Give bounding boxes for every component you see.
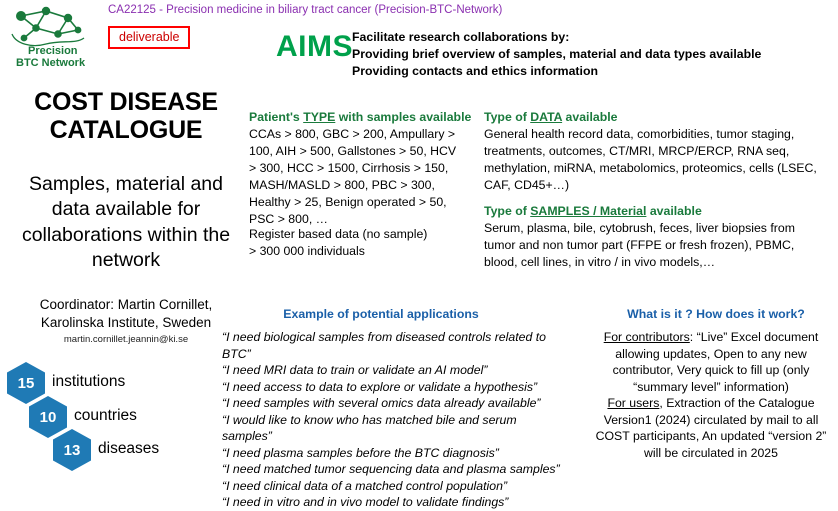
- users-label: For users: [607, 396, 660, 411]
- samples-type-body: Serum, plasma, bile, cytobrush, feces, liver biopsies from tumor and non tumor part (FFPE or fresh frozen), PBMC, blood, cell lines, in vitro / in vivo models,…: [484, 221, 795, 269]
- users-paragraph: [586, 395, 836, 461]
- logo-line2: BTC Network: [16, 57, 86, 69]
- how-it-works-heading: What is it ? How does it work?: [627, 307, 805, 321]
- contributors-paragraph: [586, 329, 836, 395]
- project-title: CA22125 - Precision medicine in biliary tract cancer (Precision-BTC-Network): [108, 4, 503, 16]
- stat-diseases: [52, 428, 160, 472]
- stat-label: countries: [74, 407, 137, 424]
- register-line-2: > 300 000 individuals: [249, 243, 365, 258]
- examples-heading: Example of potential applications: [283, 307, 479, 321]
- aims-text-block: [352, 29, 822, 80]
- stat-label: diseases: [98, 440, 160, 457]
- data-type-heading: [484, 110, 617, 124]
- patient-type-heading: [249, 110, 471, 124]
- aims-line-1: Facilitate research collaborations by:: [352, 30, 570, 44]
- patient-type-heading-post: with samples available: [335, 110, 472, 124]
- patient-type-heading-pre: Patient's: [249, 110, 304, 124]
- list-item: “I would like to know who has matched bile and serum samples”: [222, 412, 517, 444]
- data-type-heading-pre: Type of: [484, 110, 531, 124]
- hexagon-shape: [52, 428, 92, 472]
- list-item: “I need MRI data to train or validate an AI model”: [222, 363, 488, 378]
- list-item: “I need samples with several omics data already available”: [222, 396, 541, 411]
- register-data-block: [249, 226, 461, 260]
- page-title: COST DISEASE CATALOGUE: [34, 88, 218, 144]
- aims-line-3: Providing contacts and ethics information: [352, 63, 598, 78]
- stat-label: institutions: [52, 373, 126, 390]
- stat-value: 15: [17, 374, 35, 392]
- data-type-body: General health record data, comorbidities, tumor staging, treatments, outcomes, CT/MRI, MRCP/ERCP, RNA seq, methylation, miRNA, metabolomics, proteomics, cells (LSEC, CAF, CD45+…): [484, 127, 817, 192]
- list-item: “I need biological samples from diseased controls related to BTC”: [222, 330, 546, 361]
- register-line-1: Register based data (no sample): [249, 227, 428, 241]
- network-logo: [6, 4, 106, 70]
- samples-type-heading: [484, 204, 702, 218]
- logo-line1: Precision: [28, 45, 78, 57]
- list-item: “I need in vitro and in vivo model to validate findings”: [222, 495, 509, 510]
- how-it-works-body: [586, 329, 836, 461]
- data-type-heading-keyword: DATA: [530, 110, 563, 124]
- list-item: “I need clinical data of a matched control population”: [222, 478, 508, 493]
- patient-type-body: CCAs > 800, GBC > 200, Ampullary > 100, AIH > 500, Gallstones > 50, HCV > 300, HCC > 1500, Cirrhosis > 150, MASH/MASLD > 800, PBC > 300, Healthy > 25, Benign operated > 50, PSC > 800, …: [249, 127, 457, 226]
- aims-heading: AIMS: [276, 30, 353, 63]
- list-item: “I need matched tumor sequencing data and plasma samples”: [222, 462, 560, 477]
- coordinator-email: martin.cornillet.jeannin@ki.se: [63, 334, 189, 345]
- data-type-heading-post: available: [562, 110, 618, 124]
- samples-heading-pre: Type of: [484, 204, 531, 218]
- deliverable-badge: deliverable: [108, 26, 190, 49]
- list-item: “I need access to data to explore or validate a hypothesis”: [222, 379, 538, 394]
- aims-line-2: Providing brief overview of samples, material and data types available: [352, 46, 762, 61]
- coordinator-text: Coordinator: Martin Cornillet, Karolinska Institute, Sweden: [39, 297, 213, 330]
- patient-type-heading-keyword: TYPE: [303, 110, 336, 124]
- page-subtitle: Samples, material and data available for collaborations within the network: [21, 173, 231, 272]
- samples-heading-keyword: SAMPLES / Material: [530, 204, 647, 218]
- contributors-label: For contributors: [603, 330, 690, 344]
- stat-value: 13: [63, 441, 81, 459]
- stat-value: 10: [39, 408, 57, 426]
- list-item: “I need plasma samples before the BTC diagnosis”: [222, 445, 499, 460]
- contributors-text: : “Live” Excel document allowing updates, Open to any new contributor, Very quick to fill up (only “summary level” information): [612, 330, 819, 394]
- samples-heading-post: available: [646, 204, 702, 218]
- users-text: , Extraction of the Catalogue Version1 (2024) circulated by mail to all COST participants, An updated “version 2” will be circulated in 2025: [595, 396, 827, 460]
- examples-list: [222, 329, 562, 511]
